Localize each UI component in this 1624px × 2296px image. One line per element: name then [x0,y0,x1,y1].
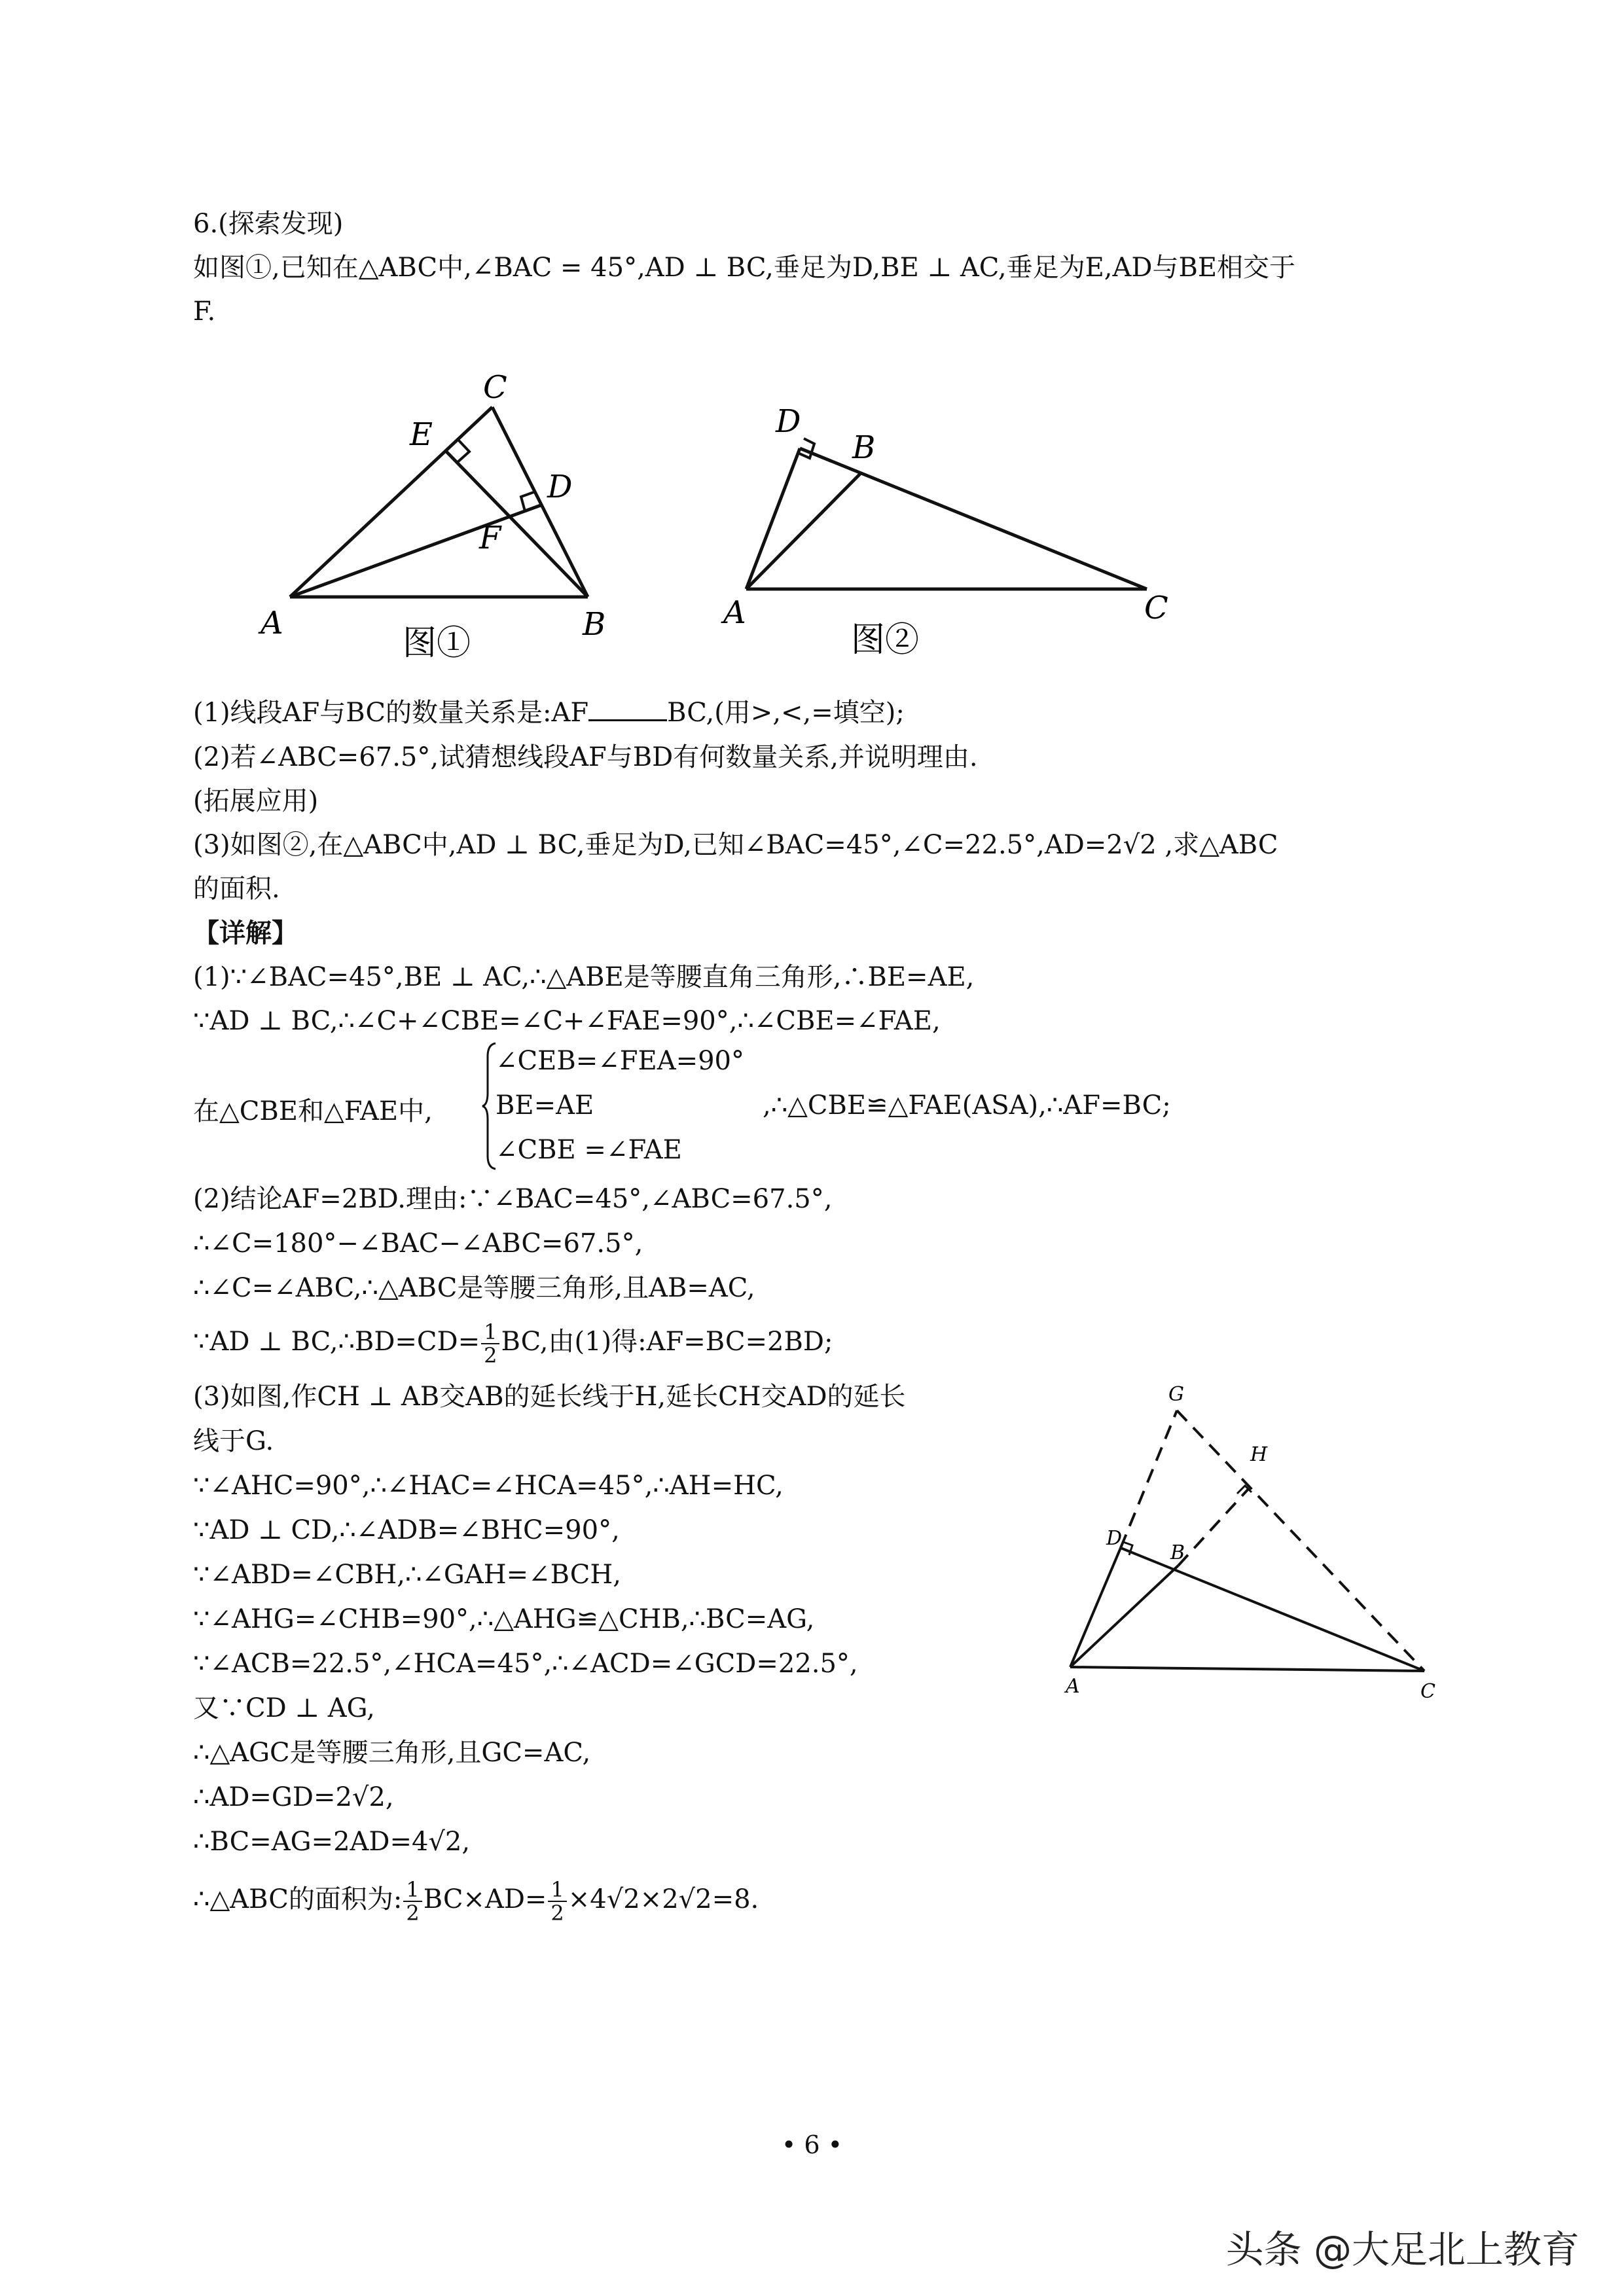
label-B: B [583,606,606,643]
label-B: B [852,429,876,466]
label-A: A [723,594,746,631]
solution-line: 又∵CD ⊥ AG, [193,1693,375,1723]
problem-number-line: 6.(探索发现) [193,209,344,239]
solution-line: ∴AD=GD=2√2, [193,1782,394,1812]
text-segment: BC×AD= [423,1884,547,1914]
condition-1: ∠CEB=∠FEA=90° [496,1046,744,1076]
solution-line: (2)结论AF=2BD.理由:∵∠BAC=45°,∠ABC=67.5°, [193,1184,833,1214]
solution-line: ∴∠C=180°−∠BAC−∠ABC=67.5°, [193,1229,643,1259]
question-3-cont: 的面积. [193,874,280,904]
label-D: D [547,469,573,505]
solution-line [193,1873,759,1926]
label-H: H [1250,1443,1268,1466]
solution-line: (1)∵∠BAC=45°,BE ⊥ AC,∴△ABE是等腰直角三角形,∴BE=AE, [193,962,975,992]
fraction [481,1321,499,1367]
label-A: A [261,605,283,641]
label-D: D [1106,1527,1123,1550]
figure-2 [713,393,1198,668]
label-C: C [483,369,507,406]
text-segment: BC,由(1)得:AF=BC=2BD; [501,1327,833,1357]
question-1-end: BC,(用>,<,=填空); [667,698,905,728]
fraction [403,1878,422,1924]
denominator: 2 [484,1343,497,1368]
question-1-start: (1)线段AF与BC的数量关系是:AF [193,698,589,728]
solution-line: ∴∠C=∠ABC,∴△ABC是等腰三角形,且AB=AC, [193,1273,755,1303]
section-heading: (拓展应用) [193,786,319,816]
solution-heading: 【详解】 [193,918,298,948]
numerator: 1 [548,1878,566,1902]
solution-line: ∵∠ABD=∠CBH,∴∠GAH=∠BCH, [193,1560,622,1590]
label-C: C [1144,590,1168,626]
figure-3 [1047,1381,1466,1715]
label-D: D [776,403,801,440]
text-segment: ×4√2×2√2=8. [568,1884,759,1914]
denominator: 2 [406,1901,420,1926]
figure-1-caption: 图① [403,624,471,663]
label-B: B [1170,1541,1185,1564]
text-segment: ∵AD ⊥ BC,∴BD=CD= [193,1327,480,1357]
numerator: 1 [403,1878,422,1902]
page-number: • 6 • [781,2130,843,2159]
question-2: (2)若∠ABC=67.5°,试猜想线段AF与BD有何数量关系,并说明理由. [193,742,978,772]
numerator: 1 [481,1321,499,1344]
text-segment: ∴△ABC的面积为: [193,1884,403,1914]
condition-3: ∠CBE =∠FAE [496,1135,682,1165]
label-E: E [410,416,433,453]
solution-line: 线于G. [193,1426,274,1456]
left-brace [481,1041,497,1172]
question-3: (3)如图②,在△ABC中,AD ⊥ BC,垂足为D,已知∠BAC=45°,∠C=22.5°,AD=2√2 ,求△ABC [193,830,1278,860]
fraction [548,1878,566,1924]
answer-blank[interactable] [588,697,667,721]
system-prefix: 在△CBE和△FAE中, [193,1096,433,1126]
question-1 [193,697,905,728]
condition-2: BE=AE [496,1090,594,1121]
figure-2-caption: 图② [851,620,920,660]
solution-line: ∵∠ACB=22.5°,∠HCA=45°,∴∠ACD=∠GCD=22.5°, [193,1649,858,1679]
solution-line [193,1316,833,1368]
label-C: C [1420,1680,1435,1703]
solution-line: ∴BC=AG=2AD=4√2, [193,1827,471,1857]
figure-1 [249,367,628,681]
label-G: G [1168,1383,1184,1406]
label-A: A [1066,1675,1080,1698]
solution-line: ∵AD ⊥ CD,∴∠ADB=∠BHC=90°, [193,1515,620,1545]
congruence-system [193,1041,1437,1172]
watermark: 头条 @大足北上教育 [1225,2227,1579,2272]
solution-line: ∵∠AHG=∠CHB=90°,∴△AHG≌△CHB,∴BC=AG, [193,1604,815,1634]
solution-line: ∴△AGC是等腰三角形,且GC=AC, [193,1738,591,1768]
solution-line: (3)如图,作CH ⊥ AB交AB的延长线于H,延长CH交AD的延长 [193,1382,906,1412]
denominator: 2 [550,1901,564,1926]
system-conclusion: ,∴△CBE≌△FAE(ASA),∴AF=BC; [763,1090,1171,1121]
problem-text-line: F. [193,296,216,327]
solution-line: ∵∠AHC=90°,∴∠HAC=∠HCA=45°,∴AH=HC, [193,1471,784,1501]
label-F: F [479,520,501,556]
solution-line: ∵AD ⊥ BC,∴∠C+∠CBE=∠C+∠FAE=90°,∴∠CBE=∠FAE, [193,1006,941,1036]
problem-text-line: 如图①,已知在△ABC中,∠BAC = 45°,AD ⊥ BC,垂足为D,BE ⊥ AC,垂足为E,AD与BE相交于 [193,253,1296,283]
